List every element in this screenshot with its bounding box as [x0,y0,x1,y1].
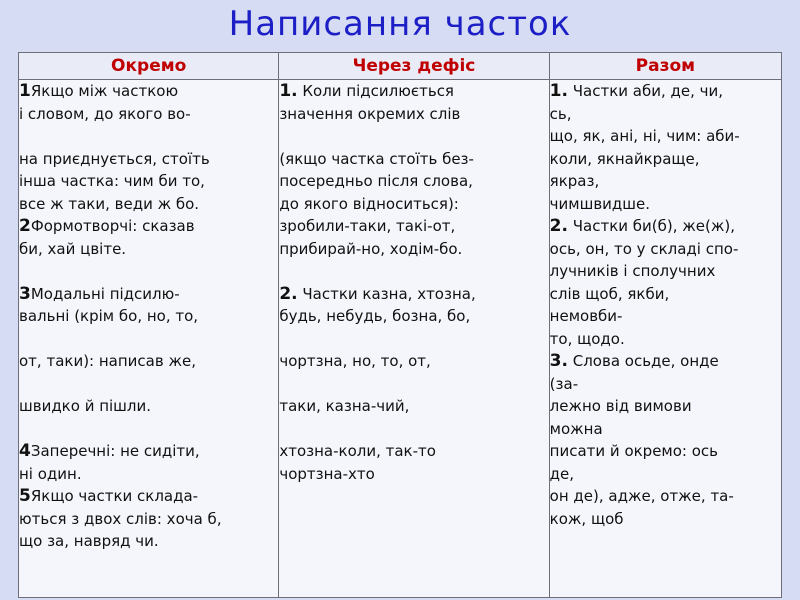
list-item: 1Якщо між часткою [19,81,179,101]
list-item: 3Модальні підсилю- [19,283,180,304]
list-item: 4Заперечні: не сидіти, [19,441,200,461]
list-item: 3. Слова осьде, онде [549,351,719,371]
cell-together: 1. Частки аби, де, чи, сь, що, як, ані, ні, чим: аби- коли, якнайкраще, якраз, чимшвидше. 2. Частки би(б), же(ж), ось, он, то у складі спо- лучників і сполучних слів щоб, якби, немовби- то, щодо. 3. Слова осьде, онде (за- лежно від вимови можна писати й окремо: ось де, он де), адже, отже, та- кож, щоб [549,80,781,598]
header-separately: Окремо [19,53,279,80]
header-hyphen: Через дефіс [279,53,549,80]
list-item: 2Формотворчі: сказав [19,216,195,236]
table-body-row [19,80,782,598]
table-header-row [19,53,782,80]
list-item: 1. Коли підсилюється [279,81,454,101]
list-item: 5Якщо частки склада- [19,486,199,506]
particles-table [18,52,782,598]
list-item: 1. Частки аби, де, чи, [549,81,724,101]
list-item: 2. Частки казна, хтозна, [279,283,476,304]
cell-hyphen: 1. Коли підсилюється значення окремих слів (якщо частка стоїть без- посередньо після слова, до якого відноситься): зробили-таки, такі-от, прибирай-но, ходім-бо. 2. Частки казна, хтозна, будь, небудь, бозна, бо, чортзна, но, то, от, таки, казна-чий, хтозна-коли, так-то чортзна-хто [279,80,549,598]
list-item: 2. Частки би(б), же(ж), [549,216,735,236]
cell-separately: 1Якщо між часткою і словом, до якого во- на приєднується, стоїть інша частка: чим би то, все ж таки, веди ж бо. 2Формотворчі: сказав би, хай цвіте. 3Модальні підсилю- вальні (крім бо, но, то, от, таки): написав же, швидко й пішли. 4Заперечні: не сидіти, ні один. 5Якщо частки склада- ються з двох слів: хоча б, що за, навряд чи. [19,80,279,598]
page-title: Написання часток [228,4,572,44]
header-together: Разом [549,53,781,80]
